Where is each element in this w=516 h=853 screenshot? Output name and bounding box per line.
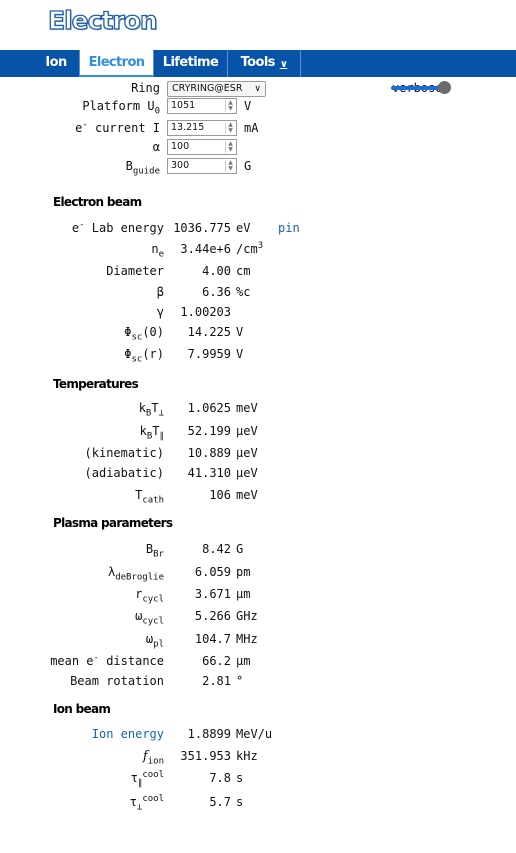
phi-sc-r-value: 7.9959 [187, 347, 231, 361]
tab-ion[interactable]: Ion [33, 50, 80, 77]
chevron-down-icon: ∨ [279, 59, 288, 70]
density-unit: $/cm^3$ [236, 241, 264, 256]
bguide-label: $B_{guide}$ [125, 159, 160, 177]
t-perp-label: $k_BT_\perp$ [138, 401, 164, 419]
verbose-toggle-knob [438, 81, 451, 94]
gamma-value: 1.00203 [180, 305, 231, 319]
section-title-temperatures: Temperatures [53, 377, 139, 391]
bguide-input[interactable]: 300 ▲ ▼ [167, 158, 237, 174]
section-title-ion-beam: Ion beam [53, 702, 111, 716]
pin-link[interactable]: pin [278, 221, 300, 235]
b-br-label: $B_{Br}$ [145, 542, 164, 560]
w-pl-value: 104.7 [194, 632, 231, 646]
beta-label: β [156, 285, 164, 299]
f-ion-value: 351.953 [180, 749, 231, 763]
diameter-unit: cm [236, 264, 251, 278]
t-cath-value: 106 [209, 488, 231, 502]
ion-energy-unit: MeV/u [236, 727, 273, 741]
mean-distance-label: mean e- distance [50, 653, 164, 668]
t-cath-unit: meV [236, 488, 258, 502]
ring-select[interactable] [167, 81, 266, 97]
beam-rotation-unit: ° [236, 674, 244, 688]
lab-energy-label: e- Lab energy [71, 220, 164, 235]
f-ion-unit: kHz [236, 749, 258, 763]
current-input[interactable]: 13.215 ▲ ▼ [167, 120, 237, 136]
alpha-input[interactable]: 100 ▲ ▼ [167, 139, 237, 155]
current-unit: mA [244, 121, 259, 135]
tab-tools[interactable] [228, 50, 301, 77]
phi-sc-0-unit: V [236, 325, 244, 339]
bguide-unit: G [244, 159, 252, 173]
t-cath-label: $T_{cath}$ [135, 488, 164, 506]
select-caret-icon: ∨ [254, 84, 261, 94]
tau-par-value: 7.8 [209, 771, 231, 785]
tab-lifetime[interactable]: Lifetime [154, 50, 228, 77]
debroglie-unit: pm [236, 565, 251, 579]
f-ion-label: $f_{ion}$ [142, 749, 164, 767]
section-title-plasma: Plasma parameters [53, 516, 173, 530]
t-par-unit: µeV [236, 424, 258, 438]
phi-sc-0-value: 14.225 [187, 325, 231, 339]
phi-sc-r-unit: V [236, 347, 244, 361]
app-logo: Electron [48, 6, 157, 35]
spinner-icon[interactable]: ▲ ▼ [225, 141, 235, 153]
mean-distance-unit: µm [236, 654, 251, 668]
w-cycl-label: $\omega_{cycl}$ [135, 609, 164, 627]
w-cycl-value: 5.266 [194, 609, 231, 623]
w-pl-unit: MHz [236, 632, 258, 646]
density-value: 3.44e+6 [180, 242, 231, 256]
current-label: e- current I [75, 120, 160, 135]
w-pl-label: $\omega_{pl}$ [145, 632, 164, 650]
beta-value: 6.36 [202, 285, 231, 299]
platform-unit: V [244, 99, 252, 113]
kinematic-label: (kinematic) [84, 446, 164, 460]
w-cycl-unit: GHz [236, 609, 258, 623]
b-br-unit: G [236, 542, 244, 556]
debroglie-value: 6.059 [194, 565, 231, 579]
tau-perp-value: 5.7 [209, 795, 231, 809]
lab-energy-unit: eV [236, 221, 251, 235]
density-label: $n_e$ [151, 242, 164, 260]
r-cycl-value: 3.671 [194, 587, 231, 601]
mean-distance-value: 66.2 [202, 654, 231, 668]
tab-electron[interactable]: Electron [80, 50, 154, 77]
ion-energy-link[interactable]: Ion energy [91, 727, 164, 741]
debroglie-label: $\lambda_{deBroglie}$ [107, 565, 164, 583]
r-cycl-unit: µm [236, 587, 251, 601]
ring-select-value: CRYRING@ESR [172, 83, 243, 94]
diameter-value: 4.00 [202, 264, 231, 278]
tau-perp-unit: s [236, 795, 244, 809]
tau-perp-label: $\tau_\perp^{cool}$ [129, 794, 164, 813]
lab-energy-value: 1036.775 [173, 221, 231, 235]
alpha-label: α [152, 140, 160, 154]
t-perp-value: 1.0625 [187, 401, 231, 415]
spinner-icon[interactable]: ▲ ▼ [225, 122, 235, 134]
ring-label: Ring [131, 81, 160, 95]
phi-sc-0-label: $\Phi_{sc}(0)$ [124, 325, 164, 343]
platform-voltage-input[interactable]: 1051 ▲ ▼ [167, 98, 237, 114]
tab-tools-label: Tools [240, 55, 275, 70]
b-br-value: 8.42 [202, 542, 231, 556]
kinematic-unit: µeV [236, 446, 258, 460]
r-cycl-label: $r_{cycl}$ [135, 587, 164, 605]
kinematic-value: 10.889 [187, 446, 231, 460]
platform-label: Platform $U_0$ [82, 99, 160, 117]
nav-bar [0, 50, 516, 77]
beam-rotation-value: 2.81 [202, 674, 231, 688]
gamma-label: γ [156, 305, 164, 319]
t-par-value: 52.199 [187, 424, 231, 438]
spinner-icon[interactable]: ▲ ▼ [225, 100, 235, 112]
adiabatic-label: (adiabatic) [84, 466, 164, 480]
phi-sc-r-label: $\Phi_{sc}(r)$ [124, 347, 164, 365]
ion-energy-value: 1.8899 [187, 727, 231, 741]
beta-unit: %c [236, 285, 251, 299]
adiabatic-value: 41.310 [187, 466, 231, 480]
spinner-icon[interactable]: ▲ ▼ [225, 160, 235, 172]
section-title-electron-beam: Electron beam [53, 195, 142, 209]
beam-rotation-label: Beam rotation [70, 674, 164, 688]
t-perp-unit: meV [236, 401, 258, 415]
diameter-label: Diameter [106, 264, 164, 278]
tau-par-label: $\tau_\parallel^{cool}$ [130, 770, 164, 789]
adiabatic-unit: µeV [236, 466, 258, 480]
t-par-label: $k_BT_\parallel$ [139, 424, 164, 442]
tau-par-unit: s [236, 771, 244, 785]
